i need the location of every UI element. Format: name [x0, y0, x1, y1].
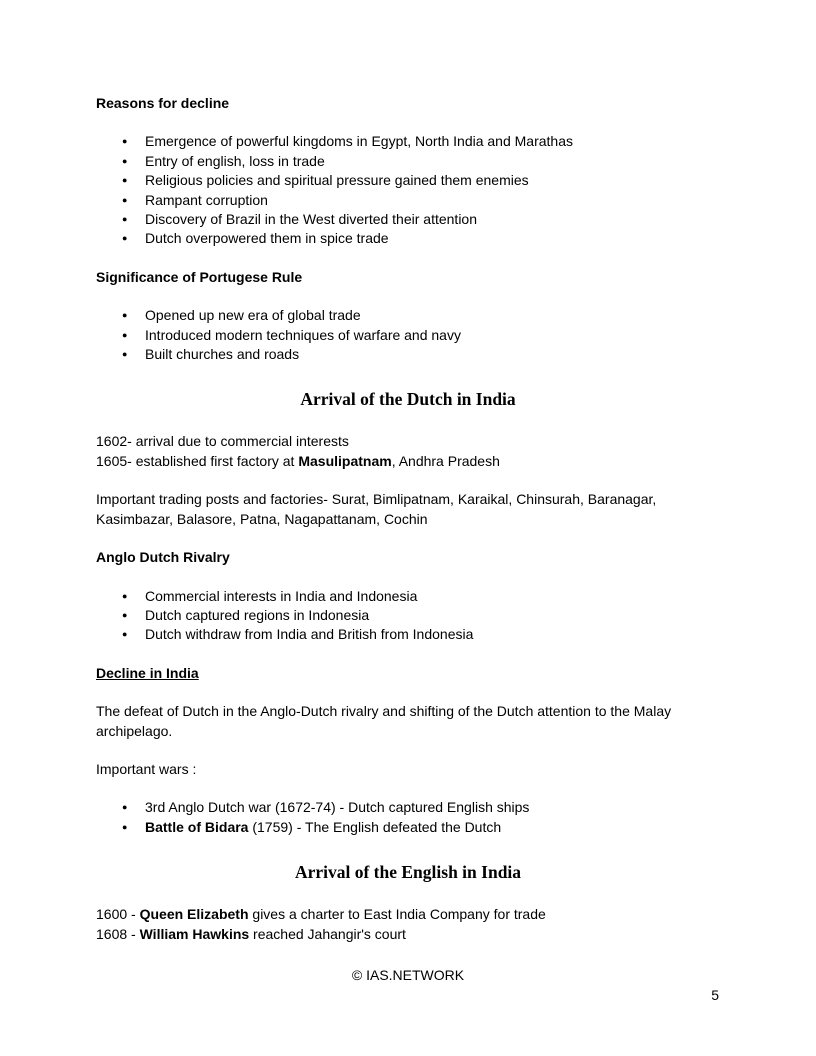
heading-significance-portugese-rule: Significance of Portugese Rule: [96, 268, 303, 285]
bullet-icon: ●: [122, 214, 128, 225]
list-item-text: Opened up new era of global trade: [145, 307, 361, 324]
list-item-text: 3rd Anglo Dutch war (1672-74) - Dutch captured English ships: [145, 799, 530, 816]
anglo-rivalry-list: [96, 587, 720, 645]
bold-masulipatnam: Masulipatnam: [298, 452, 392, 469]
list-item-text: Introduced modern techniques of warfare and navy: [145, 326, 461, 343]
list-item-text: Dutch overpowered them in spice trade: [145, 230, 389, 247]
english-timeline: [96, 905, 720, 944]
list-item: [96, 171, 720, 190]
title-arrival-of-dutch: Arrival of the Dutch in India: [300, 389, 516, 410]
heading-reasons-for-decline: Reasons for decline: [96, 95, 230, 111]
bold-battle-of-bidara: Battle of Bidara: [145, 818, 249, 835]
bullet-icon: ●: [122, 629, 128, 640]
list-item: [96, 191, 720, 210]
bullet-icon: ●: [122, 609, 128, 620]
bullet-icon: ●: [122, 155, 128, 166]
list-item: [96, 210, 720, 229]
list-item-text: Rampant corruption: [145, 191, 268, 208]
bold-queen-elizabeth: Queen Elizabeth: [139, 906, 249, 923]
reasons-list: [96, 132, 720, 248]
page-number: 5: [711, 987, 719, 1003]
list-item-text: Battle of Bidara (1759) - The English defeated the Dutch: [145, 818, 502, 835]
document-content: [96, 94, 720, 944]
list-item: [96, 818, 720, 837]
list-item-text: Commercial interests in India and Indonesia: [145, 587, 418, 604]
list-item: [96, 606, 720, 625]
footer-copyright: © IAS.NETWORK: [351, 967, 465, 983]
bullet-icon: ●: [122, 349, 128, 360]
list-item: [96, 345, 720, 364]
dutch-timeline: [96, 432, 720, 471]
bullet-icon: ●: [122, 310, 128, 321]
list-item: [96, 625, 720, 644]
bullet-icon: ●: [122, 194, 128, 205]
list-item-text: Emergence of powerful kingdoms in Egypt, North India and Marathas: [145, 133, 574, 150]
bullet-icon: ●: [122, 175, 128, 186]
timeline-line-1608: 1608 - William Hawkins reached Jahangir's court: [96, 925, 406, 942]
bullet-icon: ●: [122, 590, 128, 601]
bold-william-hawkins: William Hawkins: [139, 925, 250, 942]
list-item: [96, 306, 720, 325]
list-item-text: Built churches and roads: [145, 346, 300, 363]
list-item: [96, 152, 720, 171]
list-item-text: Dutch withdraw from India and British from Indonesia: [145, 626, 474, 643]
timeline-line-1600: 1600 - Queen Elizabeth gives a charter to East India Company for trade: [96, 906, 546, 923]
important-wars-label: Important wars :: [96, 760, 197, 777]
list-item: [96, 132, 720, 151]
bullet-icon: ●: [122, 136, 128, 147]
significance-list: [96, 306, 720, 364]
heading-anglo-dutch-rivalry: Anglo Dutch Rivalry: [96, 549, 230, 566]
bullet-icon: ●: [122, 329, 128, 340]
heading-decline-in-india: Decline in India: [96, 664, 199, 681]
list-item: [96, 587, 720, 606]
wars-list: [96, 798, 720, 837]
bullet-icon: ●: [122, 802, 128, 813]
title-arrival-of-english: Arrival of the English in India: [294, 862, 522, 883]
list-item-text: Entry of english, loss in trade: [145, 152, 325, 169]
bullet-icon: ●: [122, 821, 128, 832]
list-item-text: Religious policies and spiritual pressure gained them enemies: [145, 172, 529, 189]
list-item: [96, 229, 720, 248]
list-item-text: Discovery of Brazil in the West diverted their attention: [145, 211, 478, 228]
decline-paragraph: The defeat of Dutch in the Anglo-Dutch rivalry and shifting of the Dutch attention to the Malay archipelago.: [96, 703, 672, 739]
trading-posts-paragraph: Important trading posts and factories- Surat, Bimlipatnam, Karaikal, Chinsurah, Baranagar, Kasimbazar, Balasore, Patna, Nagapattanam, Cochin: [96, 491, 657, 527]
bullet-icon: ●: [122, 233, 128, 244]
timeline-line-1602: 1602- arrival due to commercial interests: [96, 433, 349, 450]
timeline-line-1605: 1605- established first factory at Masulipatnam, Andhra Pradesh: [96, 452, 500, 469]
list-item: [96, 326, 720, 345]
list-item: [96, 798, 720, 817]
list-item-text: Dutch captured regions in Indonesia: [145, 606, 370, 623]
